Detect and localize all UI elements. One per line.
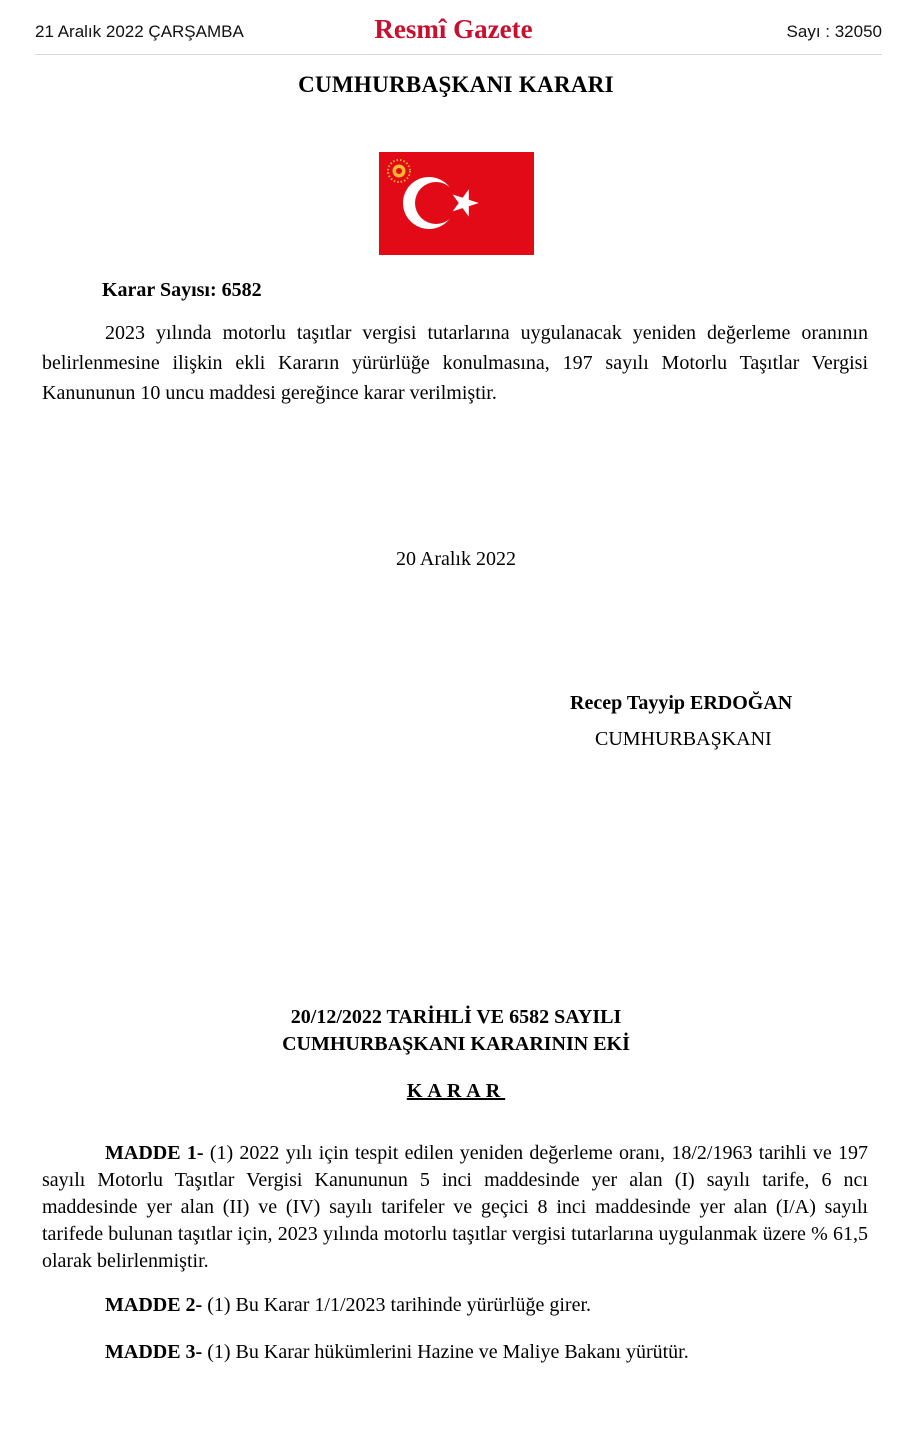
signer-name: Recep Tayyip ERDOĞAN xyxy=(570,692,793,714)
section-title: KARAR xyxy=(406,1080,506,1102)
annex-title xyxy=(0,1004,912,1058)
gazette-title[interactable]: Resmî Gazete xyxy=(374,14,533,44)
document-heading: CUMHURBAŞKANI KARARI xyxy=(298,72,614,97)
annex-title-line: CUMHURBAŞKANI KARARININ EKİ xyxy=(282,1033,630,1055)
decision-number: Karar Sayısı: 6582 xyxy=(102,279,262,301)
annex-title-line: 20/12/2022 TARİHLİ VE 6582 SAYILI xyxy=(290,1006,622,1028)
gazette-header xyxy=(35,14,882,55)
signer-title: CUMHURBAŞKANI xyxy=(595,728,772,750)
article-2 xyxy=(42,1290,868,1320)
article-label: MADDE 3- xyxy=(105,1341,203,1363)
article-text: (1) Bu Karar hükümlerini Hazine ve Maliye Bakanı yürütür. xyxy=(202,1341,689,1363)
decision-body: 2023 yılında motorlu taşıtlar vergisi tutarlarına uygulanacak yeniden değerleme oranının belirlenmesine ilişkin ekli Kararın yürürlüğe konulmasına, 197 sayılı Motorlu Taşıtlar Vergisi Kanununun 10 uncu maddesi gereğince karar verilmiştir. xyxy=(42,322,868,404)
article-1 xyxy=(42,1140,868,1275)
article-label: MADDE 1- xyxy=(105,1142,204,1164)
header-date: 21 Aralık 2022 ÇARŞAMBA xyxy=(35,22,244,41)
article-3 xyxy=(42,1337,868,1367)
turkish-flag-icon xyxy=(379,152,534,255)
article-text: (1) 2022 yılı için tespit edilen yeniden değerleme oranı, 18/2/1963 tarihli ve 197 sayılı Motorlu Taşıtlar Vergisi Kanununun 5 inci maddesinde yer alan (I) sayılı tarife, 6 ncı maddesinde yer alan (II) ve (IV) sayılı tarifeler ve geçici 8 inci maddesinde yer alan (I/A) sayılı tarifede bulunan taşıtlar için, 2023 yılında motorlu taşıtlar vergisi tutarlarına uygulanmak üzere % 61,5 olarak belirlenmiştir. xyxy=(42,1142,868,1272)
article-label: MADDE 2- xyxy=(105,1294,203,1316)
signature-date: 20 Aralık 2022 xyxy=(396,548,516,570)
issue-number: Sayı : 32050 xyxy=(786,22,882,41)
article-text: (1) Bu Karar 1/1/2023 tarihinde yürürlüğe girer. xyxy=(202,1294,591,1316)
